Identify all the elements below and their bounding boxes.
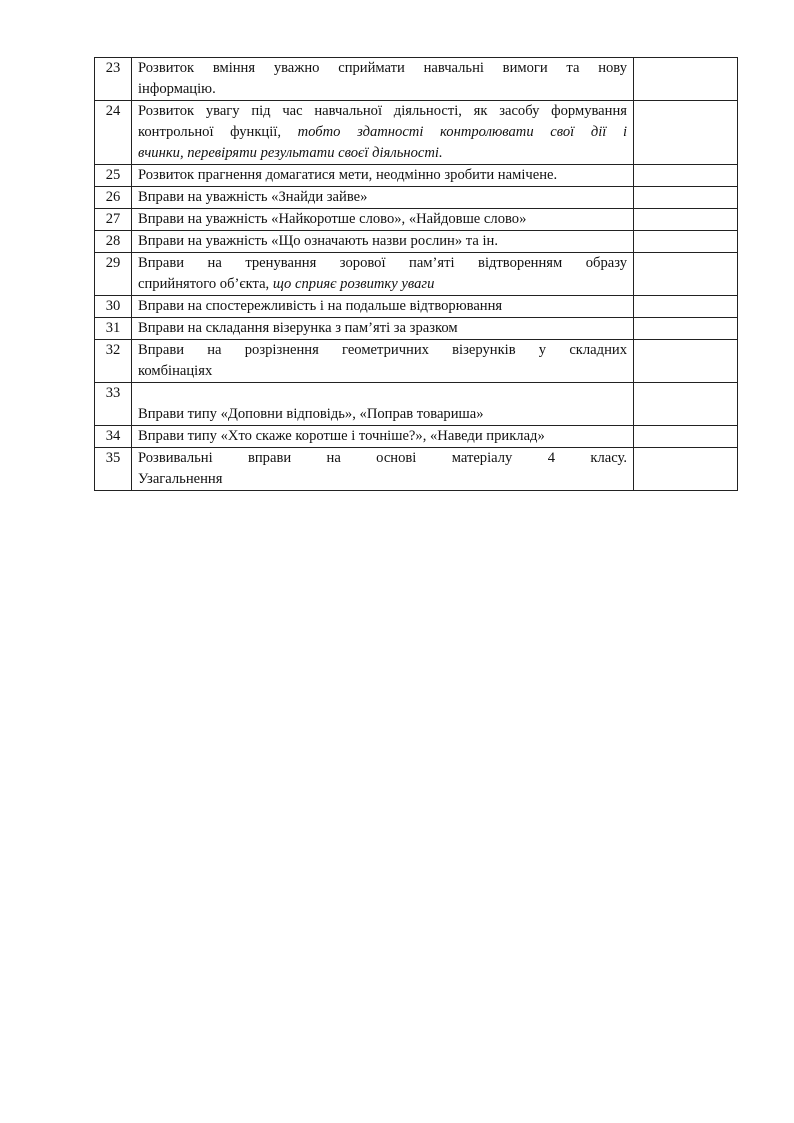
topic-cell bbox=[132, 253, 634, 296]
topic-line bbox=[138, 318, 627, 339]
table-row bbox=[95, 383, 738, 426]
topic-line bbox=[138, 253, 627, 274]
table-row bbox=[95, 58, 738, 101]
topic-text: Розвивальні вправи на основі матеріалу 4 класу. bbox=[138, 450, 627, 466]
topic-text: Вправи на тренування зорової пам’яті відтворенням образу bbox=[138, 255, 627, 271]
topic-line bbox=[138, 231, 627, 252]
topic-line bbox=[138, 340, 627, 361]
table-row bbox=[95, 231, 738, 253]
topic-line bbox=[138, 296, 627, 317]
topic-text: Вправи на уважність «Знайди зайве» bbox=[138, 189, 368, 205]
topic-line bbox=[138, 122, 627, 143]
topic-line bbox=[138, 274, 627, 295]
topic-line bbox=[138, 404, 627, 425]
topic-text: інформацію. bbox=[138, 81, 216, 97]
table-row bbox=[95, 165, 738, 187]
empty-cell bbox=[634, 165, 738, 187]
topic-text: Узагальнення bbox=[138, 471, 223, 487]
topic-text-italic: вчинки, перевіряти результати своєї діяльності. bbox=[138, 145, 443, 161]
empty-cell bbox=[634, 318, 738, 340]
topic-text: Розвиток вміння уважно сприймати навчальні вимоги та нову bbox=[138, 60, 627, 76]
empty-cell bbox=[634, 296, 738, 318]
table-row bbox=[95, 340, 738, 383]
row-number: 33 bbox=[95, 383, 132, 426]
table-row bbox=[95, 448, 738, 491]
topic-cell bbox=[132, 101, 634, 165]
empty-cell bbox=[634, 58, 738, 101]
topic-cell bbox=[132, 318, 634, 340]
topic-line bbox=[138, 165, 627, 186]
empty-cell bbox=[634, 209, 738, 231]
row-number: 34 bbox=[95, 426, 132, 448]
topic-line bbox=[138, 187, 627, 208]
topic-line bbox=[138, 101, 627, 122]
topic-line bbox=[138, 361, 627, 382]
topic-text: Вправи на спостережливість і на подальше відтворювання bbox=[138, 298, 503, 314]
topic-text: Вправи типу «Доповни відповідь», «Поправ товариша» bbox=[138, 406, 484, 422]
topic-text: Вправи на розрізнення геометричних візерунків у складних bbox=[138, 342, 627, 358]
topic-cell bbox=[132, 231, 634, 253]
row-number: 28 bbox=[95, 231, 132, 253]
table-row bbox=[95, 296, 738, 318]
row-number: 24 bbox=[95, 101, 132, 165]
topic-line bbox=[138, 143, 627, 164]
row-number: 29 bbox=[95, 253, 132, 296]
row-number: 25 bbox=[95, 165, 132, 187]
document-page bbox=[94, 57, 737, 491]
lesson-plan-table bbox=[94, 57, 738, 491]
topic-line bbox=[138, 79, 627, 100]
table-row bbox=[95, 209, 738, 231]
table-row bbox=[95, 187, 738, 209]
empty-cell bbox=[634, 383, 738, 426]
empty-cell bbox=[634, 340, 738, 383]
row-number: 26 bbox=[95, 187, 132, 209]
lesson-plan-table-body bbox=[95, 58, 738, 491]
row-number: 30 bbox=[95, 296, 132, 318]
empty-cell bbox=[634, 231, 738, 253]
row-number: 23 bbox=[95, 58, 132, 101]
topic-text: Розвиток прагнення домагатися мети, неодмінно зробити намічене. bbox=[138, 167, 558, 183]
topic-cell bbox=[132, 448, 634, 491]
table-row bbox=[95, 253, 738, 296]
table-row bbox=[95, 318, 738, 340]
topic-line bbox=[138, 448, 627, 469]
empty-cell bbox=[634, 101, 738, 165]
topic-cell bbox=[132, 340, 634, 383]
empty-cell bbox=[634, 426, 738, 448]
row-number: 27 bbox=[95, 209, 132, 231]
topic-line bbox=[138, 383, 627, 404]
topic-line bbox=[138, 58, 627, 79]
table-row bbox=[95, 101, 738, 165]
topic-text-italic: що сприяє розвитку уваги bbox=[272, 276, 435, 292]
topic-text: комбінаціях bbox=[138, 363, 213, 379]
topic-cell bbox=[132, 209, 634, 231]
topic-text-italic: тобто здатності контролювати свої дії і bbox=[297, 124, 627, 140]
empty-cell bbox=[634, 448, 738, 491]
topic-text: Вправи на уважність «Що означають назви рослин» та ін. bbox=[138, 233, 498, 249]
topic-text: контрольної функції, bbox=[138, 124, 298, 140]
topic-text: Розвиток увагу під час навчальної діяльності, як засобу формування bbox=[138, 103, 627, 119]
topic-text: Вправи на уважність «Найкоротше слово», «Найдовше слово» bbox=[138, 211, 527, 227]
topic-line bbox=[138, 426, 627, 447]
topic-cell bbox=[132, 187, 634, 209]
topic-cell bbox=[132, 296, 634, 318]
topic-text: сприйнятого об’єкта, bbox=[138, 276, 273, 292]
table-row bbox=[95, 426, 738, 448]
topic-cell bbox=[132, 426, 634, 448]
row-number: 35 bbox=[95, 448, 132, 491]
empty-cell bbox=[634, 253, 738, 296]
topic-line bbox=[138, 209, 627, 230]
topic-cell bbox=[132, 383, 634, 426]
topic-line bbox=[138, 469, 627, 490]
topic-text: Вправи типу «Хто скаже коротше і точніше?», «Наведи приклад» bbox=[138, 428, 545, 444]
topic-text: Вправи на складання візерунка з пам’яті за зразком bbox=[138, 320, 458, 336]
topic-cell bbox=[132, 165, 634, 187]
row-number: 31 bbox=[95, 318, 132, 340]
row-number: 32 bbox=[95, 340, 132, 383]
empty-cell bbox=[634, 187, 738, 209]
topic-cell bbox=[132, 58, 634, 101]
